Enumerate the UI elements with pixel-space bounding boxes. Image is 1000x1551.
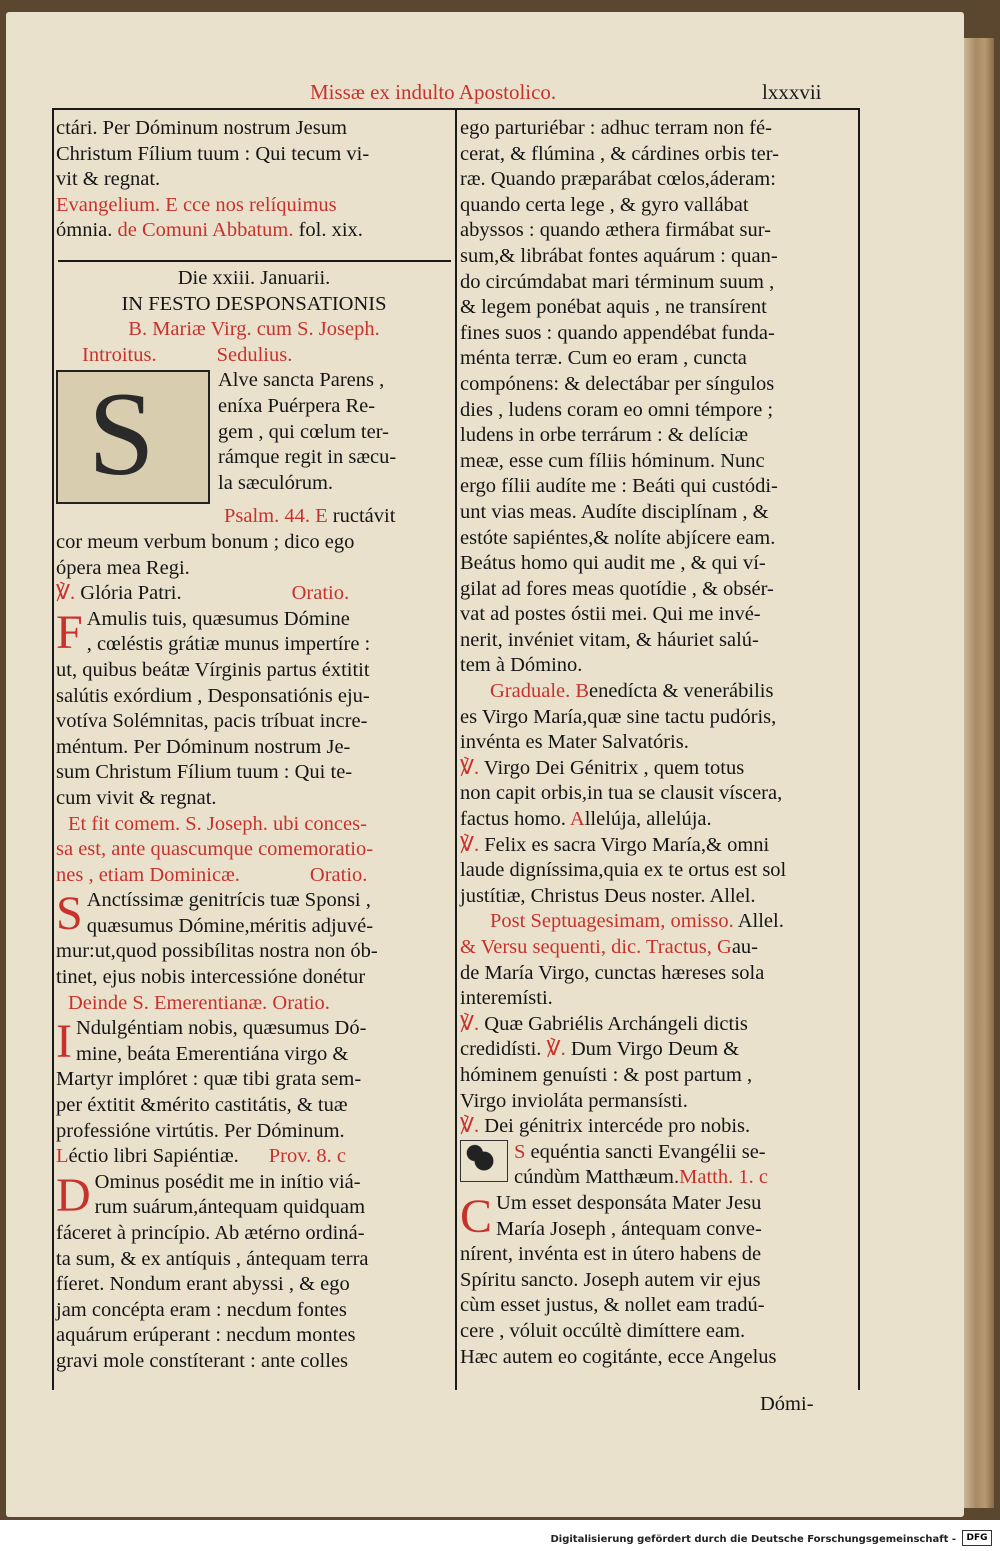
text-line: mine, beáta Emerentiána virgo & <box>75 1042 349 1065</box>
text-line: abyssos : quando æthera firmábat sur- <box>460 219 772 242</box>
text-line: rum suárum,ántequam quidquam <box>94 1196 366 1219</box>
rubric-line <box>56 991 452 1017</box>
folio-number: lxxxvii <box>762 80 822 104</box>
text-line: jam concépta eram : necdum fontes <box>56 1298 347 1321</box>
text-line: vat ad postes óstii mei. Qui me invé- <box>460 603 761 626</box>
rubric: nes , etiam Dominicæ. <box>56 863 240 886</box>
text-line <box>460 1037 856 1063</box>
text-line: aquárum erúperant : necdum montes <box>56 1324 356 1347</box>
text-line <box>460 807 856 833</box>
text-line: fáceret à princípio. Ab ætérno ordiná- <box>56 1222 365 1244</box>
text-line: professióne virtútis. Per Dóminum. <box>56 1119 345 1142</box>
feast-subtitle: B. Mariæ Virg. cum S. Joseph. <box>128 318 380 341</box>
text-line: gravi mole constíterant : ante colles <box>56 1349 349 1372</box>
versicle-line <box>460 1012 856 1038</box>
text-line: invénta es Mater Salvatóris. <box>460 731 689 754</box>
text: Glória Patri. <box>80 582 182 605</box>
text: equéntia sancti Evangélii se- <box>530 1140 766 1163</box>
versicle-symbol: ℣. <box>460 756 480 779</box>
graduale-line <box>460 679 856 705</box>
text-line: Ndulgéntiam nobis, quæsumus Dó- <box>75 1017 367 1040</box>
lectio-line <box>56 1144 452 1170</box>
text-line: & legem ponébat aquis , ne transírent <box>460 296 767 319</box>
running-title: Missæ ex indulto Apostolico. <box>310 80 557 104</box>
right-column <box>460 116 856 1370</box>
text-line: María Joseph , ántequam conve- <box>496 1217 762 1240</box>
page-edges <box>964 38 994 1508</box>
text: au- <box>731 936 758 958</box>
text-line: gem , qui cœlum ter- <box>218 420 389 443</box>
text: Dum Virgo Deum & <box>570 1038 740 1061</box>
introit-heading <box>56 343 452 369</box>
text-line <box>56 218 452 244</box>
oratio-label: Oratio. <box>291 582 350 605</box>
text-line: hóminem genuísti : & post partum , <box>460 1063 753 1086</box>
text-line: eníxa Puérpera Re- <box>218 394 376 417</box>
text: cúndùm Matthæum. <box>514 1166 680 1189</box>
initial-letter: S <box>88 368 155 501</box>
versicle-line <box>460 833 856 859</box>
text-line: Spíritu sancto. Joseph autem vir ejus <box>460 1268 761 1291</box>
drop-cap: S <box>56 888 83 940</box>
dfg-logo: DFG <box>962 1530 992 1546</box>
prov-ref: Prov. 8. c <box>268 1145 347 1168</box>
text: Quæ Gabriélis Archángeli dictis <box>484 1012 748 1035</box>
drop-cap: I <box>56 1016 72 1068</box>
text-line: sum Christum Fílium tuum : Qui te- <box>56 761 353 784</box>
feast-title: IN FESTO DESPONSATIONIS <box>121 292 387 315</box>
rubric: & Versu sequenti, dic. Tractus, G <box>460 936 732 958</box>
text-line: ludens in orbe terrárum : & delíciæ <box>460 424 749 447</box>
text-line: justítiæ, Christus Deus noster. Allel. <box>460 884 756 907</box>
text-line: sum,& librábat fontes aquárum : quan- <box>460 244 778 267</box>
text-line <box>460 1165 856 1191</box>
rubric-line <box>56 863 452 889</box>
text: llelúja, allelúja. <box>584 808 712 831</box>
text: Felix es sacra Virgo María,& omni <box>484 833 770 856</box>
text-line: fines suos : quando appendébat funda- <box>460 321 775 344</box>
rubric-line <box>460 935 856 961</box>
text-line: votíva Solémnitas, pacis tríbuat incre- <box>56 710 368 733</box>
text-line: rámque regit in sæcu- <box>218 446 397 469</box>
versicle-symbol: ℣. <box>460 1012 480 1035</box>
text-line: ménta terræ. Cum eo eram , cuncta <box>460 347 747 370</box>
text-line: unt vias meas. Audíte disciplínam , & <box>460 500 769 523</box>
section-rule <box>58 260 451 262</box>
drop-cap: F <box>56 606 83 658</box>
matth-ref: Matth. 1. c <box>679 1166 768 1189</box>
text-line: dies , ludens coram eo omni témpore ; <box>460 398 774 421</box>
text-line: Christum Fílium tuum : Qui tecum vi- <box>56 142 370 165</box>
text-line: ópera mea Regi. <box>56 556 190 579</box>
versicle-symbol: ℣. <box>56 582 76 605</box>
graduale-label: Graduale. B <box>490 680 590 703</box>
text-line: Virgo invioláta permansísti. <box>460 1089 688 1112</box>
text-line: Ominus posédit me in inítio viá- <box>94 1170 361 1193</box>
text-line: compónens: & delectábar per síngulos <box>460 372 775 395</box>
text-line: es Virgo María,quæ sine tactu pudóris, <box>460 705 777 728</box>
psalm-ref: Psalm. 44. E <box>224 505 328 528</box>
left-column-feast <box>56 266 452 1375</box>
versicle-symbol: ℣. <box>546 1038 566 1061</box>
text-line: meæ, esse cum fíliis hóminum. Nunc <box>460 449 765 472</box>
versicle-symbol: ℣. <box>460 1115 480 1138</box>
text-line: interemísti. <box>460 987 553 1010</box>
text-line: Um esset desponsáta Mater Jesu <box>496 1191 762 1214</box>
lectio-initial: L <box>56 1145 69 1168</box>
text: enedícta & venerábilis <box>589 680 774 703</box>
gloria-line <box>56 581 452 607</box>
text: ómnia. <box>56 219 113 242</box>
text-line: Beátus homo qui audit me , & qui ví- <box>460 552 766 575</box>
catchword: Dómi- <box>760 1393 814 1415</box>
oratio-label: Oratio. <box>272 991 330 1014</box>
text: fol. xix. <box>298 219 363 242</box>
text: credidísti. <box>460 1038 542 1061</box>
text-line: vit & regnat. <box>56 168 161 191</box>
text-line: méntum. Per Dóminum nostrum Je- <box>56 735 351 758</box>
text-line: Alve sancta Parens , <box>218 369 385 392</box>
text-line: nírent, invénta est in útero habens de <box>460 1243 762 1266</box>
text: ructávit <box>332 505 396 528</box>
rubric: de Comuni Abbatum. <box>117 219 294 242</box>
text-line: tem à Dómino. <box>460 654 583 677</box>
sequence-initial: S <box>514 1140 526 1163</box>
drop-cap: C <box>460 1190 493 1243</box>
footer-credit: Digitalisierung gefördert durch die Deutsche Forschungsgemeinschaft - <box>550 1534 956 1545</box>
text-line: Martyr implóret : quæ tibi grata sem- <box>56 1068 362 1091</box>
text-line: nerit, invéniet vitam, & háuriet salú- <box>460 628 759 651</box>
drop-cap: D <box>56 1169 91 1221</box>
text-line: ræ. Quando præparábat cœlos,áderam: <box>460 168 776 191</box>
text-line: Amulis tuis, quæsumus Dómine <box>86 607 350 630</box>
rubric-line <box>460 909 856 935</box>
rubric-line: Et fit comem. S. Joseph. ubi conces- <box>68 812 367 835</box>
text-line: cùm esset justus, & nollet eam tradú- <box>460 1294 765 1317</box>
text-line: la sæculórum. <box>218 471 334 494</box>
versicle-line <box>460 756 856 782</box>
text-line: laude digníssima,quia ex te ortus est sol <box>460 859 787 882</box>
ornament-icon <box>460 1140 508 1182</box>
rubric: Deinde S. Emerentianæ. <box>68 991 268 1014</box>
oratio-label: Oratio. <box>309 863 368 886</box>
text: Allel. <box>737 910 784 933</box>
psalm-line <box>56 504 452 530</box>
rubric-line: sa est, ante quascumque comemoratio- <box>56 838 374 861</box>
text-line: cum vivit & regnat. <box>56 786 217 809</box>
text: Virgo Dei Génitrix , quem totus <box>483 756 745 779</box>
text-line: cor meum verbum bonum ; dico ego <box>56 530 355 553</box>
left-border <box>52 108 54 1390</box>
text-line: do circúmdabat mari términum suum , <box>460 270 775 293</box>
text-line: cere , vóluit occúltè dimíttere eam. <box>460 1319 746 1342</box>
text-line: estóte sapiéntes,& nolíte abjícere eam. <box>460 526 776 549</box>
text-line: Anctíssimæ genitrícis tuæ Sponsi , <box>86 889 371 912</box>
text-line: ta sum, & ex antíquis , ántequam terra <box>56 1247 369 1270</box>
text-line: non capit orbis,in tua se clausit víscera, <box>460 782 783 805</box>
text-line: , cœléstis grátiæ munus impertíre : <box>86 633 371 656</box>
right-border <box>858 108 860 1390</box>
text-line: per éxtitit &mérito castitátis, & tuæ <box>56 1094 348 1117</box>
text-line: tinet, ejus nobis intercessióne donétur <box>56 966 366 989</box>
text-line: fíeret. Nondum erant abyssi , & ego <box>56 1273 350 1296</box>
feast-date: Die xxiii. Januarii. <box>177 267 331 289</box>
text: factus homo. <box>460 808 566 831</box>
text-line: mur:ut,quod possibílitas nostra non ób- <box>56 940 378 963</box>
text-line: Hæc autem eo cogitánte, ecce Angelus <box>460 1345 777 1368</box>
text-line: salútis exórdium , Desponsatiónis eju- <box>56 684 370 707</box>
text-line: de María Virgo, cunctas hæreses sola <box>460 961 765 984</box>
text-line: quæsumus Dómine,méritis adjuvé- <box>86 914 374 937</box>
text-line: ut, quibus beátæ Vírginis partus éxtitit <box>56 658 370 681</box>
text-line: ctári. Per Dóminum nostrum Jesum <box>56 117 347 139</box>
text-line: ego parturiébar : adhuc terram non fé- <box>460 117 772 139</box>
versicle-line <box>460 1114 856 1140</box>
sedulius-label: Sedulius. <box>216 343 293 366</box>
introitus-label: Introitus. <box>82 343 157 366</box>
rubric: Post Septuagesimam, omisso. <box>490 910 734 933</box>
text-line: quando certa lege , & gyro vallábat <box>460 193 749 216</box>
column-divider <box>455 108 457 1390</box>
rubric-line: Evangelium. E cce nos relíquimus <box>56 193 337 216</box>
alleluia-initial: A <box>569 808 585 831</box>
text-line: gilat ad fores meas quotídie , & obsér- <box>460 577 774 600</box>
text: éctio libri Sapiéntiæ. <box>68 1145 239 1168</box>
versicle-symbol: ℣. <box>460 833 480 856</box>
text-line: cerat, & flúmina , & cárdines orbis ter- <box>460 142 779 165</box>
text-line <box>460 1140 856 1166</box>
text-line: ergo fílii audíte me : Beáti qui custódi- <box>460 475 778 498</box>
woodcut-initial <box>56 370 210 504</box>
text: Dei génitrix intercéde pro nobis. <box>484 1115 751 1138</box>
left-column <box>56 116 452 244</box>
